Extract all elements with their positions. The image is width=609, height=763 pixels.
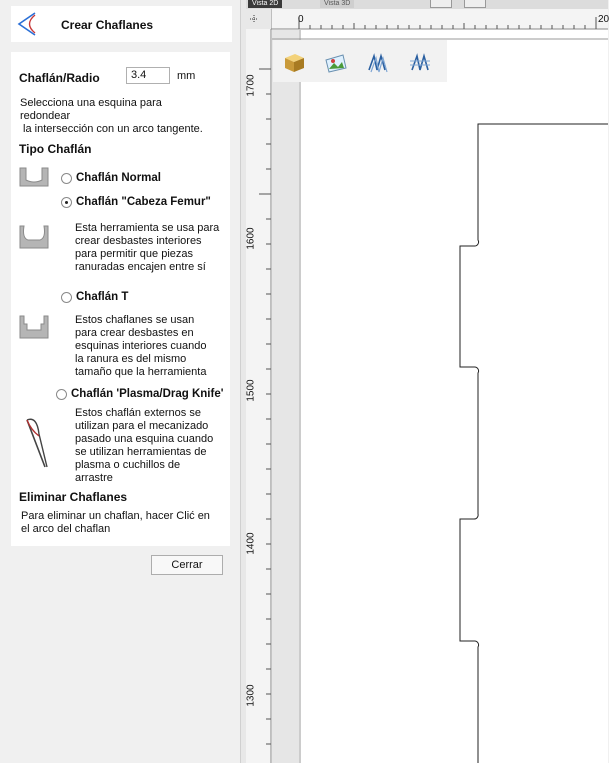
toolpath-icon[interactable] xyxy=(365,50,391,76)
femur-chamfer-icon xyxy=(16,224,52,252)
ruler-label-x0: 0 xyxy=(298,14,304,25)
view-split-icon[interactable] xyxy=(464,0,486,8)
drawing-viewport[interactable] xyxy=(246,0,608,763)
normal-chamfer-icon xyxy=(16,166,52,190)
option-plasma-label[interactable]: Chaflán 'Plasma/Drag Knife' xyxy=(71,388,224,400)
remove-chamfers-title: Eliminar Chaflanes xyxy=(19,490,128,504)
toolpath-hatch-icon[interactable] xyxy=(407,50,433,76)
ruler-label-y1400: 1400 xyxy=(245,532,257,555)
material-block-icon[interactable] xyxy=(281,50,307,76)
settings-panel xyxy=(11,52,230,546)
option-femur-desc: Esta herramienta se usa para crear desbastes interiores para permitir que piezas ranuradas encajen entre sí xyxy=(75,222,220,273)
t-chamfer-icon xyxy=(16,314,52,342)
view-tabs xyxy=(246,0,608,9)
tab-3d-view[interactable]: Vista 3D xyxy=(320,0,354,8)
radio-t[interactable] xyxy=(61,292,72,303)
ruler-label-y1500: 1500 xyxy=(245,379,257,402)
option-femur-label[interactable]: Chaflán "Cabeza Femur" xyxy=(76,196,211,208)
chamfer-tool-icon xyxy=(15,11,41,37)
ruler-and-canvas xyxy=(246,9,608,763)
ruler-label-y1600: 1600 xyxy=(245,227,257,250)
radio-femur[interactable] xyxy=(61,197,72,208)
remove-chamfers-text: Para eliminar un chaflan, hacer Clić en el arco del chaflan xyxy=(21,510,210,535)
radius-input[interactable]: 3.4 xyxy=(126,67,170,84)
image-view-icon[interactable] xyxy=(323,50,349,76)
help-text: Selecciona una esquina para redondear la intersección con un arco tangente. xyxy=(20,97,203,135)
tab-2d-view[interactable]: Vista 2D xyxy=(248,0,282,8)
chamfer-type-title: Tipo Chaflán xyxy=(19,142,92,156)
close-button[interactable]: Cerrar xyxy=(151,555,223,575)
radius-label: Chaflán/Radio xyxy=(19,71,100,85)
form-header xyxy=(11,6,232,42)
option-t-label[interactable]: Chaflán T xyxy=(76,291,129,303)
left-panel xyxy=(0,0,240,763)
radius-unit: mm xyxy=(177,70,196,82)
radio-normal[interactable] xyxy=(61,173,72,184)
ruler-label-x20: 20 xyxy=(598,14,609,25)
ruler-label-y1300: 1300 xyxy=(245,684,257,707)
form-title: Crear Chaflanes xyxy=(61,18,154,32)
plasma-chamfer-icon xyxy=(21,412,57,472)
radio-plasma[interactable] xyxy=(56,389,67,400)
option-t-desc: Estos chaflanes se usan para crear desbastes en esquinas interiores cuando la ranura es del mismo tamaño que la herramienta xyxy=(75,314,207,378)
view-toolbar xyxy=(273,40,447,82)
option-plasma-desc: Estos chaflán externos se utilizan para el mecanizado pasado una esquina cuando se utilizan herramientas de plasma o cuchillos de arrastre xyxy=(75,407,214,484)
option-normal-label[interactable]: Chaflán Normal xyxy=(76,172,161,184)
ruler-label-y1700: 1700 xyxy=(245,74,257,97)
view-toggle-icon[interactable] xyxy=(430,0,452,8)
